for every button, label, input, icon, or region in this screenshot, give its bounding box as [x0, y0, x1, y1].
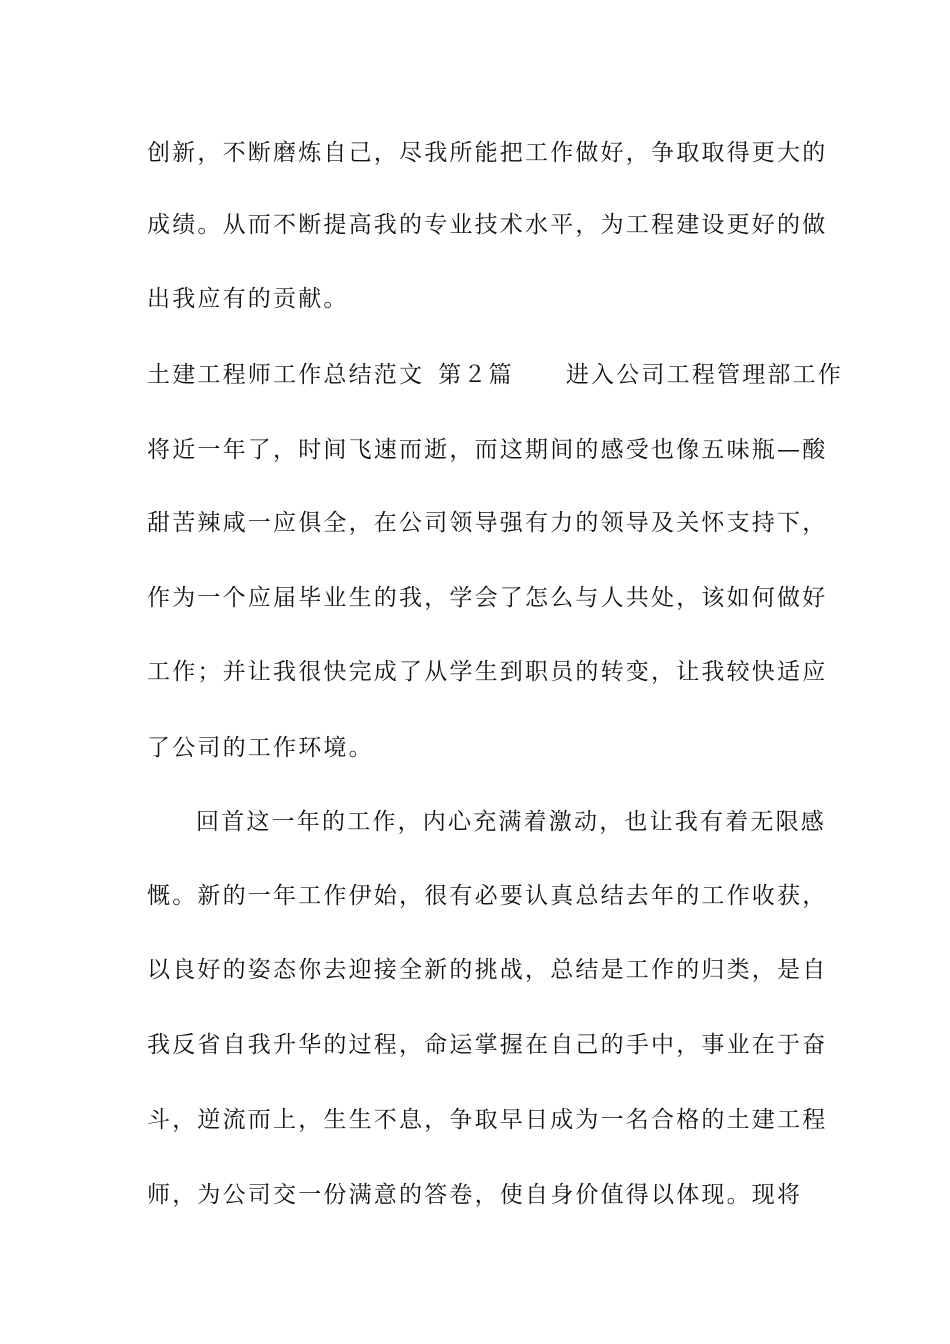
- paragraph-line: 师，为公司交一份满意的答卷，使自身价值得以体现。现将: [147, 1182, 803, 1208]
- paragraph-line: 了公司的工作环境。: [147, 735, 374, 761]
- section-first-line: 进入公司工程管理部工作: [565, 362, 844, 388]
- paragraph-line: 出我应有的贡献。: [147, 286, 349, 312]
- paragraph-line: 以良好的姿态你去迎接全新的挑战，总结是工作的归类，是自: [147, 957, 828, 983]
- paragraph-line: 将近一年了，时间飞速而逝，而这期间的感受也像五味瓶—酸: [147, 437, 828, 463]
- paragraph-line: 斗，逆流而上，生生不息，争取早日成为一名合格的土建工程: [147, 1107, 828, 1133]
- paragraph-line: 甜苦辣咸一应俱全，在公司领导强有力的领导及关怀支持下，: [147, 510, 828, 536]
- paragraph-line: 我反省自我升华的过程，命运掌握在自己的手中，事业在于奋: [147, 1032, 828, 1058]
- paragraph-line: 创新，不断磨炼自己，尽我所能把工作做好，争取取得更大的: [147, 140, 828, 166]
- paragraph-line: 成绩。从而不断提高我的专业技术水平，为工程建设更好的做: [147, 212, 828, 238]
- section-heading-line: [147, 355, 844, 395]
- section-number: 第２篇: [438, 362, 514, 388]
- paragraph-line: 工作；并让我很快完成了从学生到职员的转变，让我较快适应: [147, 659, 828, 685]
- paragraph-line: 作为一个应届毕业生的我，学会了怎么与人共处，该如何做好: [147, 585, 828, 611]
- paragraph-line: 慨。新的一年工作伊始，很有必要认真总结去年的工作收获，: [147, 883, 828, 909]
- section-title: 土建工程师工作总结范文: [147, 362, 425, 388]
- paragraph-first-line: 回首这一年的工作，内心充满着激动，也让我有着无限感: [196, 809, 826, 835]
